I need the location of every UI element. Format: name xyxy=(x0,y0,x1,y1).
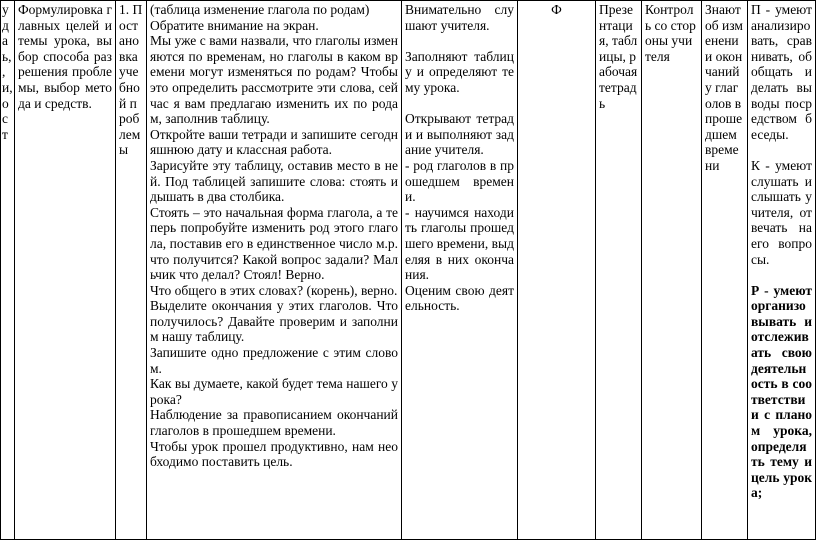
subject-results-cell xyxy=(702,1,748,540)
resources-text: Презентация, таблицы, рабочая тетрадь xyxy=(599,2,638,111)
student-activity-cell xyxy=(402,1,518,540)
subject-results-text: Знают об изменении окончаний у глаголов в прошедшем времени xyxy=(705,2,743,173)
teacher-paragraph: Мы уже с вами назвали, что глаголы изменяются по временам, но глаголы в каком времени могут изменяться по родам? Чтобы это определить рассмотрите эти слова, сейчас я вам предлагаю изменить их по родам, заполнив таблицу. xyxy=(150,33,398,127)
paragraph-gap xyxy=(405,96,514,112)
teacher-paragraph: Как вы думаете, какой будет тема нашего урока? xyxy=(150,376,398,407)
teacher-paragraph: Обратите внимание на экран. xyxy=(150,17,319,33)
work-form-cell xyxy=(518,1,596,540)
student-paragraph: - род глаголов в прошедшем времени. xyxy=(405,157,514,205)
student-paragraph: Заполняют таблицу и определяют тему урока. xyxy=(405,48,514,95)
student-paragraph: Открывают тетради и выполняют задание учителя. xyxy=(405,111,514,158)
stage-title-cell xyxy=(116,1,147,540)
table-row xyxy=(1,1,816,540)
stage-fragment-line: и, xyxy=(2,79,13,95)
teacher-paragraph: Что общего в этих словах? (корень), верно. xyxy=(150,282,398,298)
teacher-activity-cell xyxy=(147,1,402,540)
student-paragraph: - научимся находить глаголы прошедшего времени, выделяя в них окончания. xyxy=(405,204,514,283)
teacher-paragraph: (таблица изменение глагола по родам) xyxy=(150,2,370,17)
stage-fragment-line: ст xyxy=(2,111,8,142)
work-form-text: Ф xyxy=(551,2,562,17)
student-paragraph: Оценим свою деятельность. xyxy=(405,282,514,314)
control-cell xyxy=(642,1,702,540)
uud-communicative: К - умеют слушать и слышать учителя, отвечать на его вопросы. xyxy=(751,157,812,267)
uud-cognitive: П - умеют анализировать, сравнивать, обобщать и делать выводы посредством беседы. xyxy=(751,2,812,142)
stage-fragment-cell xyxy=(1,1,15,540)
paragraph-gap xyxy=(751,267,812,283)
stage-fragment-line: а xyxy=(2,33,8,49)
paragraph-gap xyxy=(751,142,812,158)
teacher-paragraph: Наблюдение за правописанием окончаний глаголов в прошедшем времени. xyxy=(150,407,398,439)
uud-cell xyxy=(748,1,816,540)
teacher-paragraph: Запишите одно предложение с этим словом. xyxy=(150,345,398,376)
stage-fragment-line: о xyxy=(2,95,9,111)
teacher-paragraph: Чтобы урок прошел продуктивно, нам необходимо поставить цель. xyxy=(150,438,398,470)
student-paragraph: Внимательно слушают учителя. xyxy=(405,2,514,33)
stage-goals-text: Формулировка главных целей и темы урока, выбор способа разрешения проблемы, выбор метода и средств. xyxy=(18,2,112,111)
resources-cell xyxy=(596,1,642,540)
stage-fragment-line: уд xyxy=(2,2,9,33)
stage-goals-cell xyxy=(15,1,116,540)
stage-title-text: 1. Постановка учебной проблемы xyxy=(119,2,143,158)
teacher-paragraph: Выделите окончания у этих глаголов. Что получилось? Давайте проверим и заполним нашу таблицу. xyxy=(150,298,398,345)
teacher-paragraph: Откройте ваши тетради и запишите сегодняшнюю дату и классная работа. xyxy=(150,126,398,158)
control-text: Контроль со стороны учителя xyxy=(645,2,696,64)
paragraph-gap xyxy=(405,33,514,49)
stage-fragment-line: ь, xyxy=(2,48,12,64)
teacher-paragraph: Стоять – это начальная форма глагола, а теперь попробуйте изменить род этого глагола, поставив его в единственное число м.р. что получится? Какой вопрос задали? Мальчик что делал? Стоял! Верно. xyxy=(150,204,398,283)
stage-fragment-line: , xyxy=(2,64,6,80)
teacher-paragraph: Зарисуйте эту таблицу, оставив место в ней. Под таблицей запишите слова: стоять и дышать в два столбика. xyxy=(150,157,398,205)
uud-regulatory: Р - умеют организовывать и отслеживать свою деятельность в соответствии с планом урока, определять тему и цель урока; xyxy=(751,282,812,501)
